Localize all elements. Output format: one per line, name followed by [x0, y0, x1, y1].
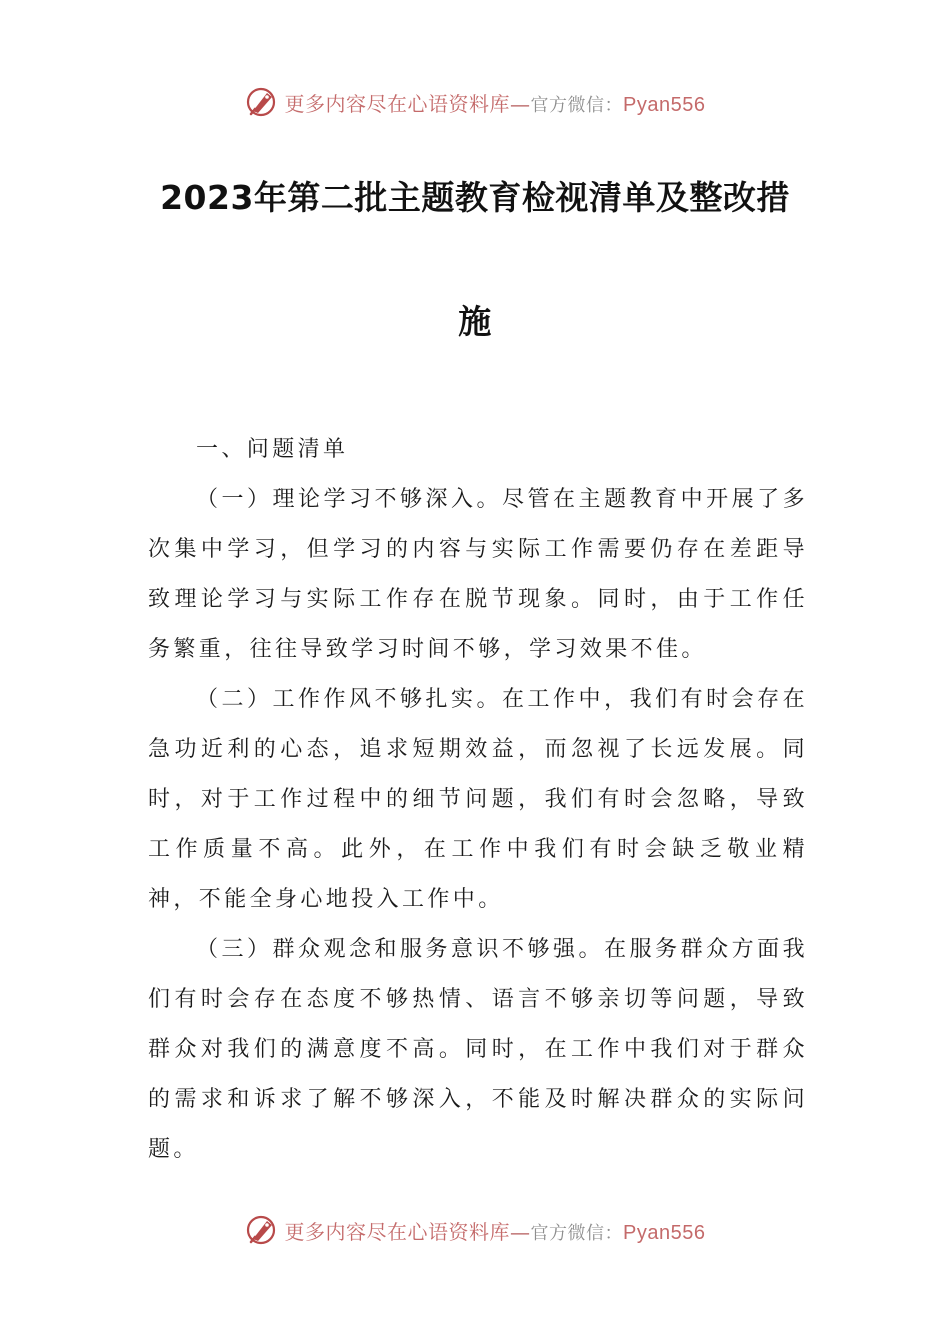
pen-nib-logo-icon: [245, 85, 279, 119]
document-title-line2: 施: [458, 302, 492, 341]
watermark-text: [285, 88, 706, 117]
paragraph: （一）理论学习不够深入。尽管在主题教育中开展了多次集中学习，但学习的内容与实际工作需要仍存在差距导致理论学习与实际工作存在脱节现象。同时，由于工作任务繁重，往往导致学习时间不够，学习效果不佳。: [148, 487, 808, 662]
watermark-label: 官方微信：: [530, 1222, 624, 1244]
document-title-line1: 2023年第二批主题教育检视清单及整改措: [160, 178, 790, 217]
paragraph: （三）群众观念和服务意识不够强。在服务群众方面我们有时会存在态度不够热情、语言不够亲切等问题，导致群众对我们的满意度不高。同时，在工作中我们对于群众的需求和诉求了解不够深入，不能及时解决群众的实际问题。: [148, 937, 808, 1162]
pen-nib-logo-icon: [245, 1213, 279, 1247]
watermark-text: [285, 1216, 706, 1245]
watermark-separator: —: [510, 1219, 531, 1244]
header-watermark: [0, 82, 950, 122]
watermark-label: 官方微信：: [530, 94, 624, 116]
section-heading: 一、问题清单: [196, 437, 349, 462]
watermark-separator: —: [510, 91, 531, 116]
footer-watermark: [0, 1210, 950, 1250]
watermark-wechat-id: Pyan556: [623, 93, 706, 116]
document-body: [148, 425, 808, 1175]
watermark-brand: 更多内容尽在心语资料库: [284, 1219, 511, 1244]
watermark-wechat-id: Pyan556: [623, 1221, 706, 1244]
paragraph: （二）工作作风不够扎实。在工作中，我们有时会存在急功近利的心态，追求短期效益，而忽视了长远发展。同时，对于工作过程中的细节问题，我们有时会忽略，导致工作质量不高。此外，在工作中我们有时会缺乏敬业精神，不能全身心地投入工作中。: [148, 687, 808, 912]
watermark-brand: 更多内容尽在心语资料库: [284, 91, 511, 116]
